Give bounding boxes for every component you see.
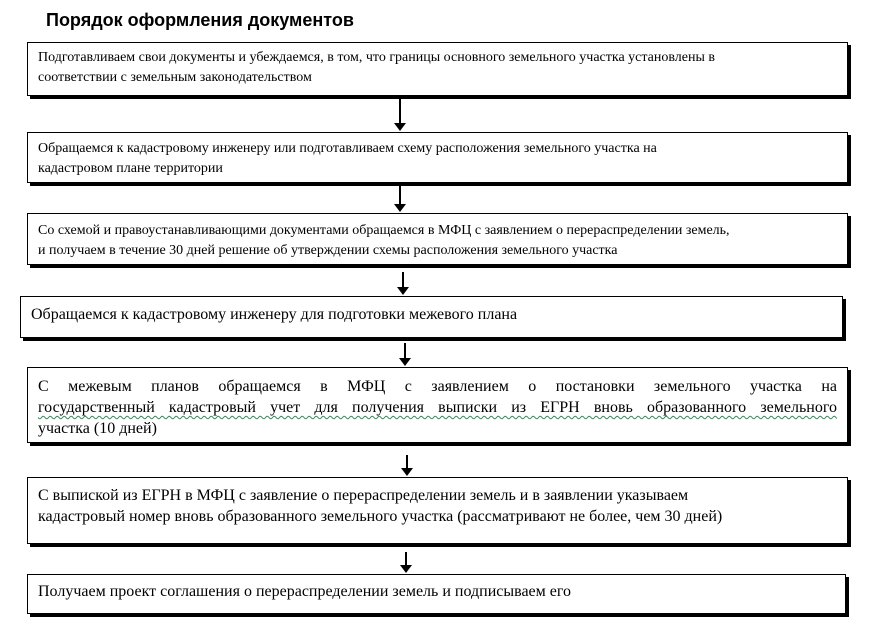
- step-5-line-1: С межевым планов обращаемся в МФЦ с заявлением о постановки земельного участка на: [38, 378, 837, 395]
- step-1-box: [27, 42, 848, 96]
- step-6-line-2: кадастровый номер вновь образованного земельного участка (рассматривают не более, чем 30 дней): [38, 508, 723, 525]
- step-1-line-1: Подготавливаем свои документы и убеждаемся, в том, что границы основного земельного участка установлены в: [38, 50, 716, 65]
- step-7-line-1: Получаем проект соглашения о перераспределении земель и подписываем его: [38, 583, 572, 600]
- step-3-box: [27, 213, 848, 265]
- step-2-line-1: Обращаемся к кадастровому инженеру или подготавливаем схему расположения земельного участка на: [38, 141, 657, 156]
- flow-arrow-1: [394, 99, 406, 132]
- step-7-box: [27, 574, 846, 614]
- step-1-line-2: соответствии с земельным законодательством: [38, 70, 312, 85]
- step-3-line-1: Со схемой и правоустанавливающими документами обращаемся в МФЦ с заявлением о перераспределении земель,: [38, 223, 730, 238]
- step-5-line-3: участка (10 дней): [38, 420, 157, 437]
- step-2-line-2: кадастровом плане территории: [38, 161, 223, 176]
- step-6-line-1: С выпиской из ЕГРН в МФЦ с заявление о перераспределении земель и в заявлении указываем: [38, 487, 689, 504]
- flow-arrow-4: [399, 343, 411, 367]
- flow-arrow-5: [401, 455, 413, 477]
- step-2-box: [27, 132, 848, 183]
- flow-arrow-2: [394, 186, 406, 213]
- step-4-line-1: Обращаемся к кадастровому инженеру для подготовки межевого плана: [31, 306, 518, 323]
- flow-arrow-3: [397, 272, 409, 296]
- step-5-line-2: государственный кадастровый учет для получения выписки из ЕГРН вновь образованного земельного: [38, 399, 837, 416]
- page-title: Порядок оформления документов: [46, 10, 354, 30]
- step-4-box: [20, 296, 843, 338]
- step-5-box: [27, 367, 848, 443]
- step-6-box: [27, 477, 848, 544]
- flow-arrow-6: [400, 552, 412, 574]
- step-3-line-2: и получаем в течение 30 дней решение об утверждении схемы расположения земельного участка: [38, 243, 618, 258]
